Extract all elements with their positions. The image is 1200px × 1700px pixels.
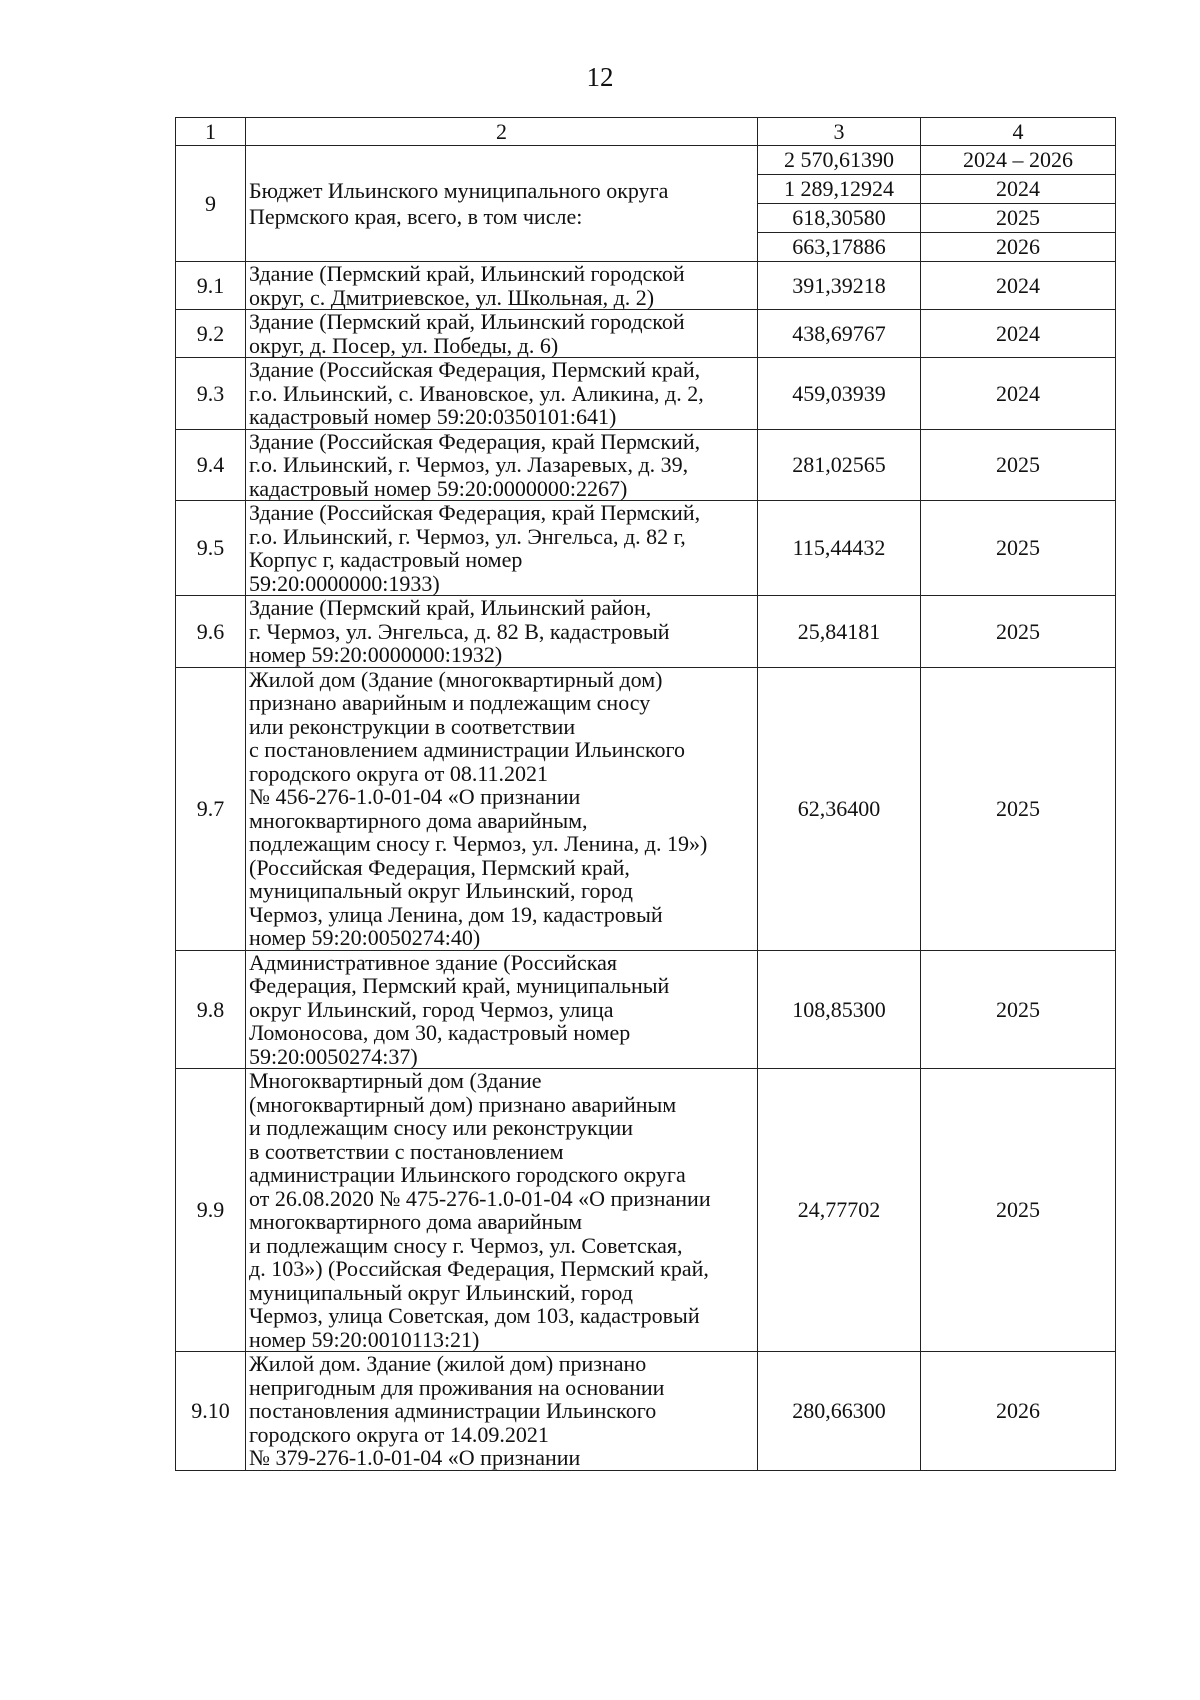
row-number: 9.9 (176, 1069, 246, 1352)
row-number: 9.2 (176, 310, 246, 358)
row-description: Многоквартирный дом (Здание (многоквартирный дом) признано аварийным и подлежащим сносу или реконструкции в соответствии с постановлением администрации Ильинского городского округа от 26.08.2020 № 475-276-1.0-01-04 «О признании многоквартирного дома аварийным и подлежащим сносу г. Чермоз, ул. Советская, д. 103») (Российская Федерация, Пермский край, муниципальный округ Ильинский, город Чермоз, улица Советская, дом 103, кадастровый номер 59:20:0010113:21) (246, 1069, 758, 1352)
row-description: Здание (Российская Федерация, край Пермский, г.о. Ильинский, г. Чермоз, ул. Лазаревых, д. 39, кадастровый номер 59:20:0000000:2267) (246, 429, 758, 501)
row-year: 2025 (921, 667, 1116, 950)
group-amount: 663,17886 (758, 233, 921, 262)
row-amount: 115,44432 (758, 501, 921, 596)
header-col-3: 3 (758, 118, 921, 146)
row-year: 2024 (921, 310, 1116, 358)
group-year: 2026 (921, 233, 1116, 262)
row-amount: 438,69767 (758, 310, 921, 358)
row-number: 9.8 (176, 950, 246, 1069)
table-row (176, 596, 1116, 668)
row-amount: 108,85300 (758, 950, 921, 1069)
row-year: 2025 (921, 501, 1116, 596)
row-number: 9.6 (176, 596, 246, 668)
group-year: 2024 – 2026 (921, 146, 1116, 175)
row-description: Здание (Российская Федерация, край Пермский, г.о. Ильинский, г. Чермоз, ул. Энгельса, д. 82 г, Корпус г, кадастровый номер 59:20:0000000:1933) (246, 501, 758, 596)
group-amount: 1 289,12924 (758, 175, 921, 204)
row-amount: 459,03939 (758, 358, 921, 430)
table-row (176, 950, 1116, 1069)
row-year: 2026 (921, 1352, 1116, 1471)
page-number: 12 (586, 62, 614, 92)
row-amount: 62,36400 (758, 667, 921, 950)
table-row (176, 1069, 1116, 1352)
row-description: Здание (Пермский край, Ильинский городской округ, с. Дмитриевское, ул. Школьная, д. 2) (246, 262, 758, 310)
row-description: Здание (Пермский край, Ильинский городской округ, д. Посер, ул. Победы, д. 6) (246, 310, 758, 358)
group-year: 2025 (921, 204, 1116, 233)
header-col-1: 1 (176, 118, 246, 146)
row-amount: 281,02565 (758, 429, 921, 501)
row-description: Жилой дом. Здание (жилой дом) признано непригодным для проживания на основании постановления администрации Ильинского городского округа от 14.09.2021 № 379-276-1.0-01-04 «О признании (246, 1352, 758, 1471)
row-number: 9.4 (176, 429, 246, 501)
row-number: 9.5 (176, 501, 246, 596)
table-row (176, 667, 1116, 950)
row-amount: 25,84181 (758, 596, 921, 668)
header-row (176, 118, 1116, 146)
group-amount: 2 570,61390 (758, 146, 921, 175)
row-year: 2025 (921, 950, 1116, 1069)
table-row (176, 501, 1116, 596)
row-year: 2025 (921, 429, 1116, 501)
budget-table (175, 117, 1116, 1471)
row-amount: 280,66300 (758, 1352, 921, 1471)
table-row (176, 358, 1116, 430)
header-col-4: 4 (921, 118, 1116, 146)
row-description: Жилой дом (Здание (многоквартирный дом) признано аварийным и подлежащим сносу или реконструкции в соответствии с постановлением администрации Ильинского городского округа от 08.11.2021 № 456-276-1.0-01-04 «О признании многоквартирного дома аварийным, подлежащим сносу г. Чермоз, ул. Ленина, д. 19») (Российская Федерация, Пермский край, муниципальный округ Ильинский, город Чермоз, улица Ленина, дом 19, кадастровый номер 59:20:0050274:40) (246, 667, 758, 950)
row-year: 2024 (921, 358, 1116, 430)
row-year: 2025 (921, 596, 1116, 668)
group-row (176, 146, 1116, 175)
row-number: 9.1 (176, 262, 246, 310)
row-amount: 391,39218 (758, 262, 921, 310)
row-year: 2024 (921, 262, 1116, 310)
table-row (176, 429, 1116, 501)
row-amount: 24,77702 (758, 1069, 921, 1352)
header-col-2: 2 (246, 118, 758, 146)
group-name: Бюджет Ильинского муниципального округа Пермского края, всего, в том числе: (246, 146, 758, 262)
row-number: 9.3 (176, 358, 246, 430)
row-number: 9.10 (176, 1352, 246, 1471)
row-number: 9.7 (176, 667, 246, 950)
table-row (176, 1352, 1116, 1471)
group-year: 2024 (921, 175, 1116, 204)
table-row (176, 262, 1116, 310)
row-description: Здание (Пермский край, Ильинский район, г. Чермоз, ул. Энгельса, д. 82 В, кадастровый номер 59:20:0000000:1932) (246, 596, 758, 668)
group-num: 9 (176, 146, 246, 262)
group-amount: 618,30580 (758, 204, 921, 233)
row-description: Здание (Российская Федерация, Пермский край, г.о. Ильинский, с. Ивановское, ул. Аликина, д. 2, кадастровый номер 59:20:0350101:641) (246, 358, 758, 430)
table-body (176, 118, 1116, 1471)
row-year: 2025 (921, 1069, 1116, 1352)
table-row (176, 310, 1116, 358)
row-description: Административное здание (Российская Федерация, Пермский край, муниципальный округ Ильинский, город Чермоз, улица Ломоносова, дом 30, кадастровый номер 59:20:0050274:37) (246, 950, 758, 1069)
